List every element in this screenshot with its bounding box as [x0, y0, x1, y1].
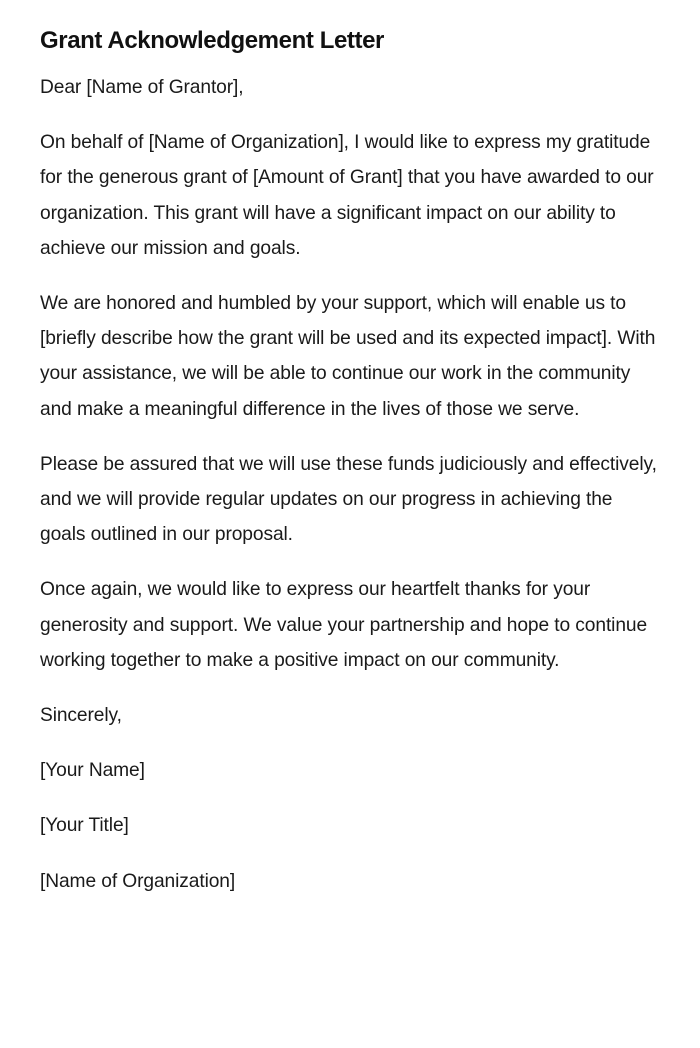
- body-paragraph-3: Please be assured that we will use these funds judiciously and effectively, and we will provide regular updates on our progress in achieving the goals outlined in our proposal.: [40, 453, 657, 546]
- body-paragraph-2: We are honored and humbled by your support, which will enable us to [briefly describe how the grant will be used and its expected impact]. With your assistance, we will be able to continue our work in the community and make a meaningful difference in the lives of those we serve.: [40, 293, 656, 420]
- signature-title: [Your Title]: [40, 815, 129, 837]
- signature-name: [Your Name]: [40, 760, 145, 782]
- body-paragraph-1: On behalf of [Name of Organization], I would like to express my gratitude for the generous grant of [Amount of Grant] that you have awarded to our organization. This grant will have a significant impact on our ability to achieve our mission and goals.: [40, 132, 654, 259]
- salutation: Dear [Name of Grantor],: [40, 77, 244, 98]
- body-paragraph-4: Once again, we would like to express our heartfelt thanks for your generosity and support. We value your partnership and hope to continue working together to make a positive impact on our community.: [40, 579, 648, 671]
- letter-title: Grant Acknowledgement Letter: [40, 27, 384, 54]
- closing: Sincerely,: [40, 705, 122, 727]
- signature-organization: [Name of Organization]: [40, 870, 236, 892]
